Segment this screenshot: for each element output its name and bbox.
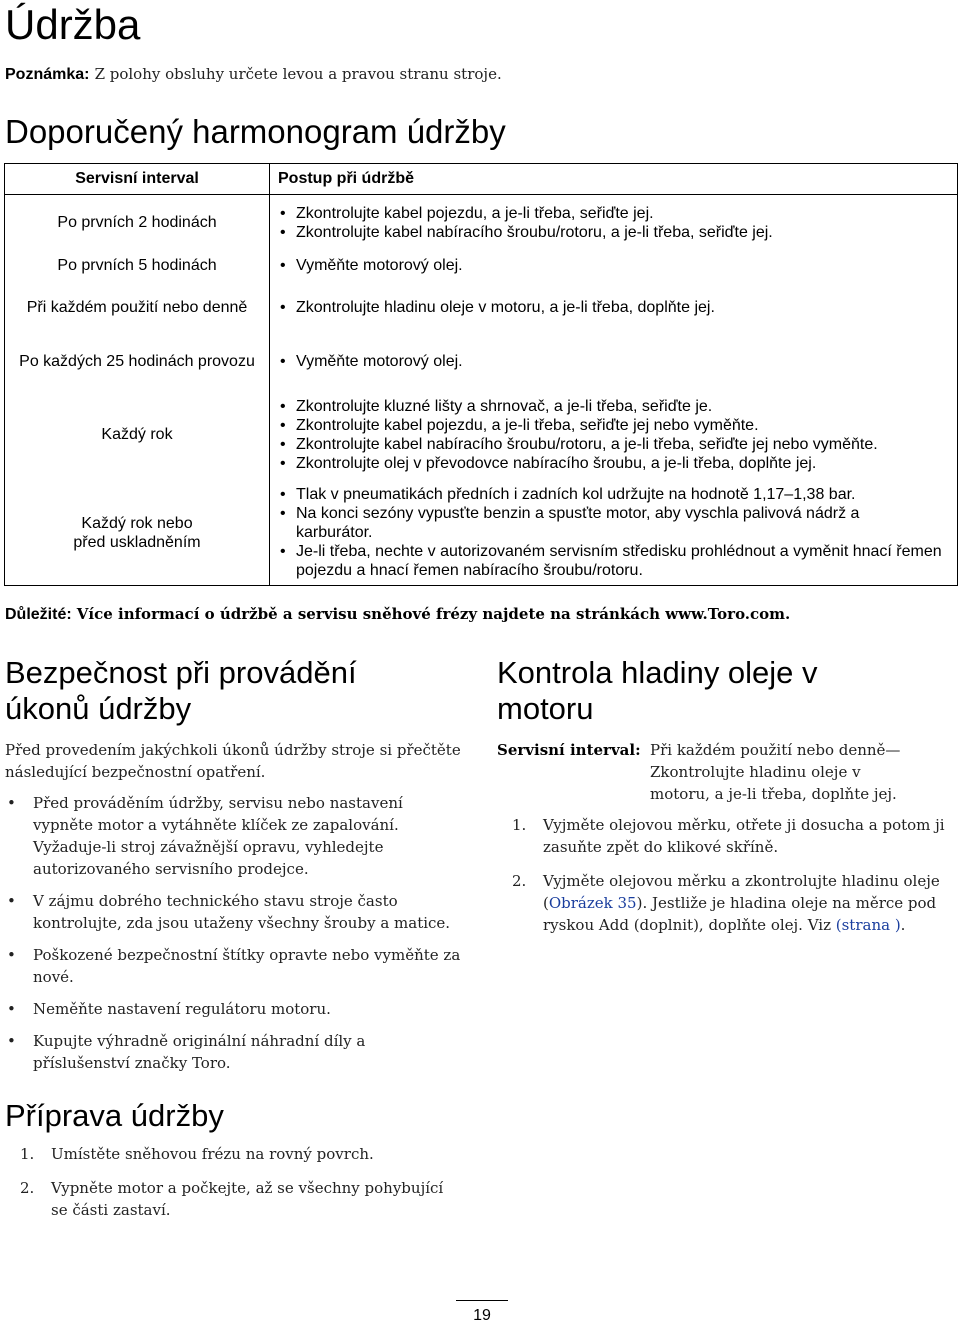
safety-list: [5, 792, 465, 1084]
table-row: [5, 481, 958, 586]
list-item: • Kupujte výhradně originální náhradní díly a příslušenství značky Toro.: [5, 1030, 465, 1074]
list-item: • Před prováděním údržby, servisu nebo nastavení vypněte motor a vytáhněte klíček ze zapalování. Vyžaduje-li stroj závažnější opravu, vyhledejte autorizovaného servisního prodejce.: [5, 792, 465, 880]
preparation-title: Příprava údržby: [5, 1098, 224, 1133]
step-number: 2.: [20, 1179, 35, 1197]
table-row: [5, 281, 958, 335]
list-item: [20, 1177, 460, 1221]
step-text: Vypněte motor a počkejte, až se všechny pohybující se části zastaví.: [51, 1179, 444, 1219]
preparation-steps: [20, 1143, 460, 1233]
step-number: 1.: [512, 816, 527, 834]
oil-title: [497, 655, 818, 727]
note-label: Poznámka:: [5, 66, 90, 83]
figure-link[interactable]: Obrázek 35: [548, 894, 637, 912]
list-item: • Zkontrolujte kabel pojezdu, a je-li třeba, seřiďte jej.: [278, 204, 957, 223]
interval-cell: Každý rok nebo před uskladněním: [5, 481, 270, 586]
procedure-cell: [270, 281, 958, 335]
list-item: [512, 814, 952, 858]
list-item: • V zájmu dobrého technického stavu stroje často kontrolujte, zda jsou utaženy všechny šrouby a matice.: [5, 890, 465, 934]
oil-title-line2: motoru: [497, 691, 594, 726]
page-link[interactable]: (strana ): [835, 916, 901, 934]
list-item: • Zkontrolujte kluzné lišty a shrnovač, a je-li třeba, seřiďte je.: [278, 397, 957, 416]
oil-steps: [512, 814, 952, 948]
list-item: • Zkontrolujte kabel nabíracího šroubu/rotoru, a je-li třeba, seřiďte jej.: [278, 223, 957, 242]
list-item: • Vyměňte motorový olej.: [278, 256, 957, 275]
procedure-cell: [270, 195, 958, 251]
procedure-cell: [270, 389, 958, 481]
list-item: [20, 1143, 460, 1165]
interval-text: Při každém použití nebo denně—Zkontrolujte hladinu oleje v motoru, a je-li třeba, doplňte jej.: [650, 741, 901, 803]
step-number: 2.: [512, 872, 527, 890]
list-item: • Vyměňte motorový olej.: [278, 352, 957, 371]
interval-cell: Po prvních 2 hodinách: [5, 195, 270, 251]
table-header-row: [5, 164, 958, 195]
note-text: Z polohy obsluhy určete levou a pravou stranu stroje.: [94, 65, 502, 83]
list-item: • Tlak v pneumatikách předních i zadních kol udržujte na hodnotě 1,17–1,38 bar.: [278, 485, 957, 504]
list-item: • Na konci sezóny vypusťte benzin a spusťte motor, aby vyschla palivová nádrž a karburátor.: [278, 504, 957, 542]
safety-title: [5, 655, 357, 727]
list-item: [512, 870, 952, 936]
step-number: 1.: [20, 1145, 35, 1163]
important-note: [5, 604, 790, 624]
list-item: • Zkontrolujte olej v převodovce nabíracího šroubu, a je-li třeba, doplňte jej.: [278, 454, 957, 473]
list-item: • Je-li třeba, nechte v autorizovaném servisním středisku prohlédnout a vyměnit hnací řemen pojezdu a hnací řemen nabíracího šroubu/rotoru.: [278, 542, 957, 580]
header-procedure: Postup při údržbě: [270, 164, 958, 195]
list-item: • Neměňte nastavení regulátoru motoru.: [5, 998, 465, 1020]
list-item: • Zkontrolujte kabel nabíracího šroubu/rotoru, a je-li třeba, seřiďte jej nebo vyměňte.: [278, 435, 957, 454]
step-text: Vyjměte olejovou měrku, otřete ji dosucha a potom ji zasuňte zpět do klikové skříně.: [543, 816, 945, 856]
interval-label: Servisní interval:: [497, 741, 641, 759]
header-interval: Servisní interval: [5, 164, 270, 195]
list-item: • Zkontrolujte hladinu oleje v motoru, a je-li třeba, doplňte jej.: [278, 298, 957, 317]
note: [5, 64, 502, 84]
important-text: Více informací o údržbě a servisu sněhové frézy najdete na stránkách www.Toro.com.: [76, 605, 791, 623]
maintenance-schedule-table: [4, 163, 958, 586]
page-title: Údržba: [5, 1, 141, 48]
safety-title-line2: úkonů údržby: [5, 691, 192, 726]
procedure-cell: [270, 481, 958, 586]
table-row: [5, 389, 958, 481]
step-text-b: ). Jestliže je hladina oleje na měrce pod ryskou Add (doplnit), doplňte olej. Viz: [543, 894, 937, 934]
procedure-cell: [270, 335, 958, 389]
table-row: [5, 335, 958, 389]
step-text: Umístěte sněhovou frézu na rovný povrch.: [51, 1145, 374, 1163]
interval-cell: Každý rok: [5, 389, 270, 481]
important-label: Důležité:: [5, 606, 72, 623]
procedure-cell: [270, 251, 958, 281]
page-number: 19: [456, 1300, 508, 1325]
safety-title-line1: Bezpečnost při provádění: [5, 655, 357, 690]
list-item: • Poškozené bezpečnostní štítky opravte nebo vyměňte za nové.: [5, 944, 465, 988]
interval-cell: Po každých 25 hodinách provozu: [5, 335, 270, 389]
list-item: • Zkontrolujte kabel pojezdu, a je-li třeba, seřiďte jej nebo vyměňte.: [278, 416, 957, 435]
interval-cell: Po prvních 5 hodinách: [5, 251, 270, 281]
step-text-a: Vyjměte olejovou měrku a zkontrolujte hladinu oleje (: [543, 872, 940, 912]
safety-intro: Před provedením jakýchkoli úkonů údržby stroje si přečtěte následující bezpečnostní opatření.: [5, 741, 461, 781]
step-text-c: .: [900, 916, 906, 934]
interval-cell: Při každém použití nebo denně: [5, 281, 270, 335]
schedule-title: Doporučený harmonogram údržby: [5, 113, 506, 150]
oil-title-line1: Kontrola hladiny oleje v: [497, 655, 818, 690]
table-row: [5, 195, 958, 251]
table-row: [5, 251, 958, 281]
